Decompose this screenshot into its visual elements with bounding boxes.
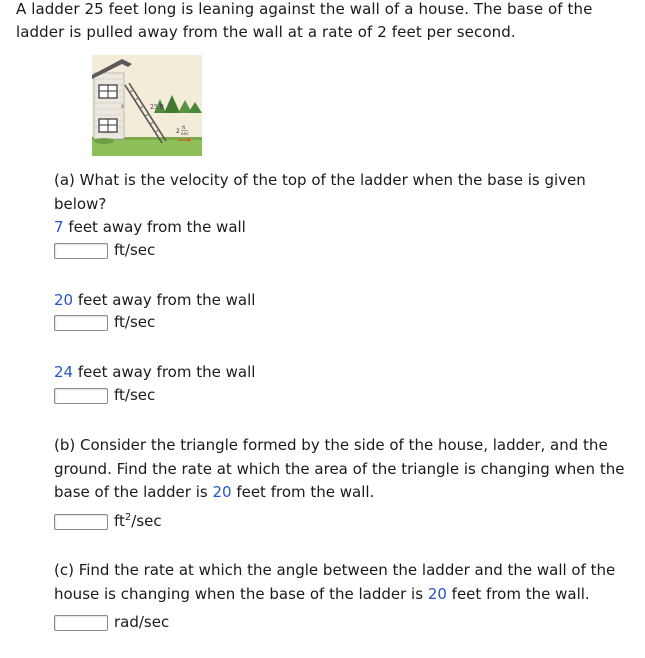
part-b-question [54,434,629,505]
part-a-item-2-label [54,289,629,313]
unit-label: ft/sec [114,313,156,332]
answer-input-c[interactable] [54,615,108,631]
part-a-question: (a) What is the velocity of the top of the ladder when the base is given below? [54,171,586,213]
unit-base: ft [114,511,125,530]
distance-text: feet away from the wall [73,363,256,381]
answer-input-b[interactable] [54,514,108,530]
svg-text:y: y [121,103,124,109]
unit-exponent: 2 [124,511,132,523]
distance-value: 20 [212,483,232,501]
part-a-item-1-label [54,216,629,240]
answer-row [54,511,629,533]
question-text: (b) Consider the triangle formed by the side of the house, ladder, and the ground. Find the rate at which the area of the triangle is changing when the base of the ladder is [54,436,625,501]
unit-label: ft/sec [114,385,156,404]
answer-row [54,312,629,334]
distance-value: 20 [427,584,447,603]
problem-statement: A ladder 25 feet long is leaning against the wall of a house. The base of the ladder is pulled away from the wall at a rate of 2 feet per second. [16,0,593,41]
answer-row [54,385,629,407]
rate-unit-den: sec [181,132,189,137]
answer-row [54,240,629,262]
distance-text: feet away from the wall [73,290,256,309]
part-c [54,559,629,634]
distance-value: 7 [54,218,64,236]
question-text: feet from the wall. [231,483,375,501]
unit-label: ft/sec [114,240,156,259]
distance-value: 24 [54,363,74,381]
unit-label: rad/sec [114,613,170,632]
unit-tail: /sec [131,511,162,530]
spacer [54,334,629,361]
window-icon [99,119,117,132]
distance-text: feet away from the wall [63,218,246,236]
answer-row [54,612,629,634]
window-icon [99,85,117,98]
answer-input-a1[interactable] [54,243,108,259]
part-b [54,434,629,533]
distance-value: 20 [54,290,74,309]
rate-value: 2 [176,128,180,135]
question-text: (c) Find the rate at which the angle between the ladder and the wall of the house is changing when the base of the ladder is [54,561,616,603]
answer-input-a3[interactable] [54,388,108,404]
part-c-question [54,559,629,606]
rate-unit-num: ft [182,126,186,131]
part-a-item-3-label [54,361,629,385]
answer-input-a2[interactable] [54,315,108,331]
ladder-house-illustration [92,55,202,156]
unit-label [114,510,162,534]
part-a [54,169,629,407]
ladder-length-label: 25 ft [150,104,165,111]
spacer [54,262,629,289]
question-text: feet from the wall. [446,584,590,603]
